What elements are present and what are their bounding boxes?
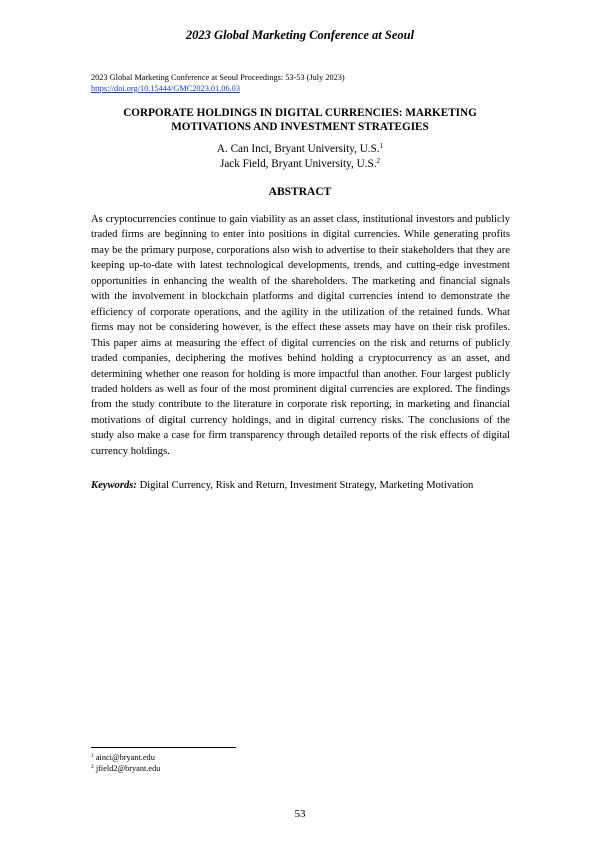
paper-title [90,106,510,134]
keywords [91,478,510,494]
doi-link[interactable]: https://doi.org/10.15444/GMC2023.01.06.03 [91,84,240,93]
proceedings-citation: 2023 Global Marketing Conference at Seoul Proceedings: 53-53 (July 2023) [91,73,345,82]
title-line: MOTIVATIONS AND INVESTMENT STRATEGIES [171,121,429,133]
title-line: CORPORATE HOLDINGS IN DIGITAL CURRENCIES: MARKETING [123,107,477,119]
footnote-email: jfield2@bryant.edu [95,764,161,773]
footnote-divider [91,747,236,748]
abstract-body: As cryptocurrencies continue to gain viability as an asset class, institutional investors and publicly traded firms are beginning to enter into positions in digital currencies. While generating profits may be the primary purpose, corporations also wish to advertise to their stakeholders that they are keeping up-to-date with latest technological developments, trends, and cutting-edge investment opportunities in enhancing the wealth of the shareholders. The marketing and financial signals with the involvement in blockchain platforms and digital currencies intend to demonstrate the efficiency of corporate operations, and the agility in the utilization of the retained funds. What firms may not be considering however, is the effect these assets may have on their risk profiles. This paper aims at measuring the effect of digital currencies on the risk and returns of publicly traded companies, deciphering the motives behind holding a cryptocurrency as an asset, and determining whether one reason for holding is more impactful than another. Four largest publicly traded holders as well as four of the most prominent digital currencies are explored. The findings from the study contribute to the literature in corporate risk reporting, in marketing and financial motivations of digital currency holdings, and in digital currency risks. The conclusions of the study also make a case for firm transparency through detailed reports of the risk effects of digital currency holdings. [91,214,510,457]
footnote-email: ainci@bryant.edu [95,753,155,762]
abstract-heading: ABSTRACT [268,186,332,198]
footnote-mark: 1 [379,142,384,150]
author-name: A. Can Inci, Bryant University, U.S. [216,143,380,155]
footnote-mark: 1 [91,753,94,759]
author-name: Jack Field, Bryant University, U.S. [219,158,377,170]
author-list [0,142,600,172]
keywords-text: Digital Currency, Risk and Return, Investment Strategy, Marketing Motivation [139,480,474,491]
keywords-label: Keywords: [91,480,137,491]
author-entry [0,157,600,172]
footnotes [91,752,160,774]
footnote [91,752,160,763]
author-entry [0,142,600,157]
footnote [91,763,160,774]
running-header: 2023 Global Marketing Conference at Seoul [185,28,415,42]
footnote-mark: 2 [91,764,94,770]
proceedings-info [91,72,345,94]
page-number: 53 [294,808,306,820]
footnote-mark: 2 [376,157,380,165]
